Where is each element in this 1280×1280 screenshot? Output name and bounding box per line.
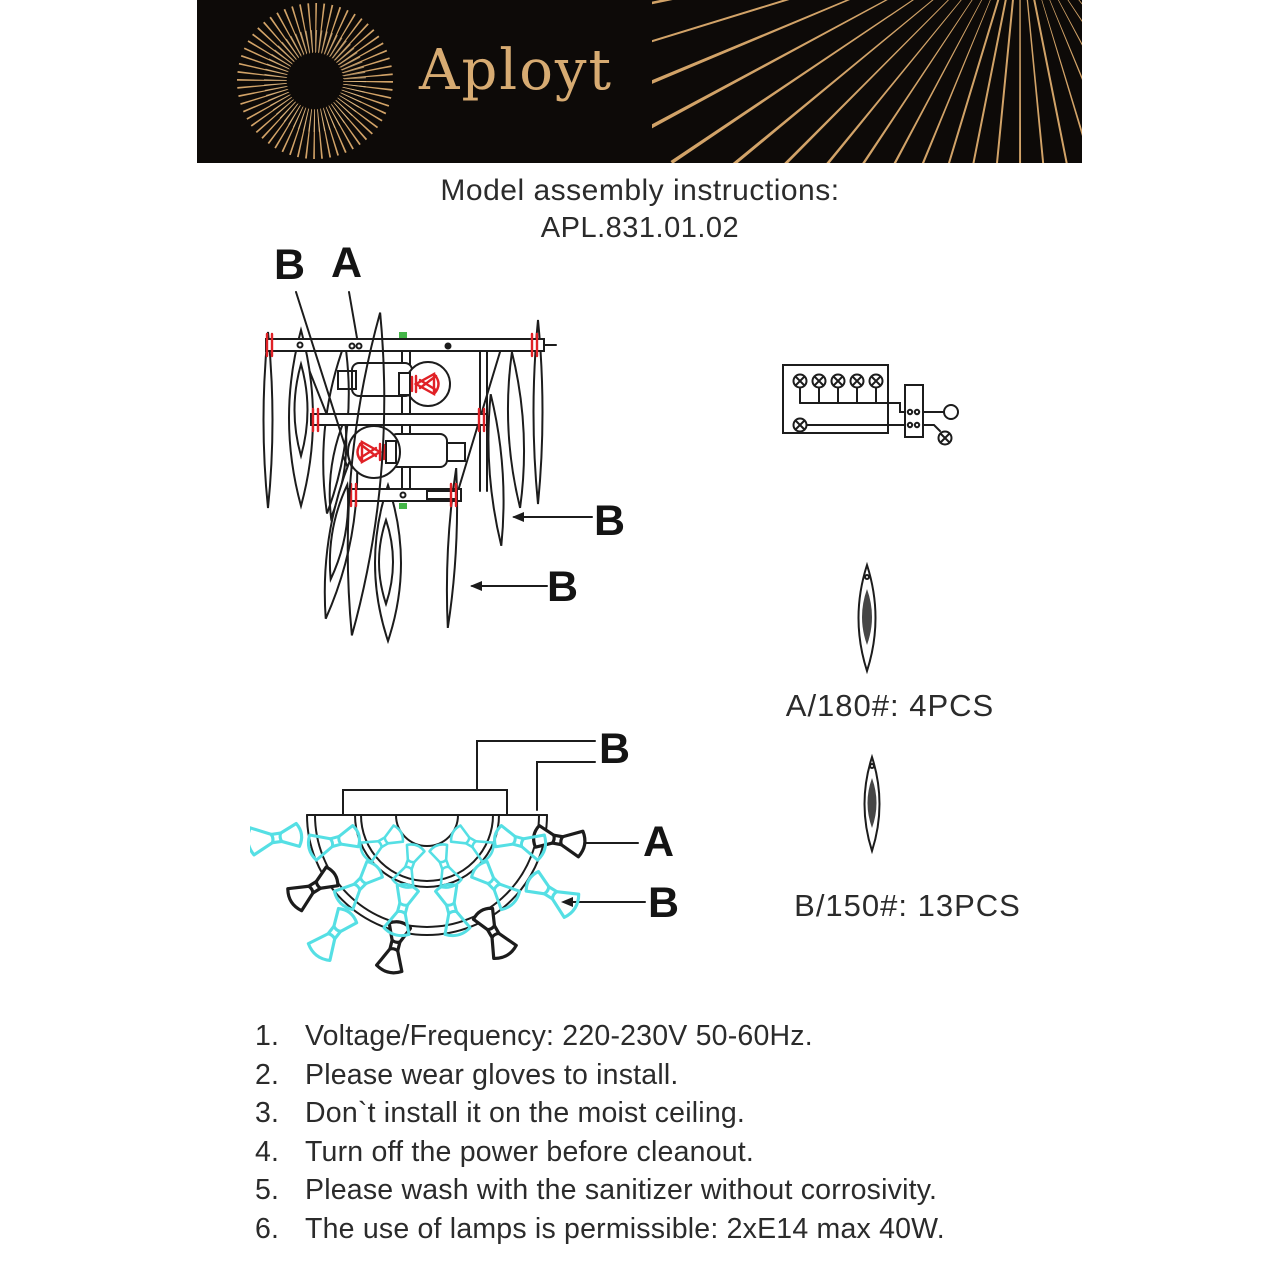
instruction-number: 1. (255, 1020, 280, 1052)
instruction-number: 2. (255, 1058, 280, 1091)
instruction-item (255, 1058, 1085, 1091)
side-label-b-right2: B (547, 563, 579, 611)
side-view-diagram (240, 235, 680, 680)
bottom-label-b-right: B (648, 879, 680, 927)
brand-banner (197, 0, 1082, 163)
instruction-text: Turn off the power before cleanout. (305, 1135, 755, 1168)
instruction-number: 4. (255, 1135, 280, 1168)
instruction-item (255, 1135, 1085, 1168)
instruction-number: 5. (255, 1174, 280, 1206)
side-label-a-top: A (331, 239, 363, 287)
page-title: Model assembly instructions: (440, 174, 840, 207)
sunburst-logo-icon (197, 0, 417, 163)
bottom-label-b-top: B (599, 725, 631, 773)
part-b-crystal (840, 745, 910, 860)
instruction-number: 6. (255, 1212, 280, 1245)
instruction-number: 3. (255, 1097, 280, 1129)
wiring-diagram (770, 350, 970, 460)
part-a-label: A/180#: 4PCS (785, 688, 995, 723)
instruction-text: Please wear gloves to install. (305, 1058, 679, 1091)
instruction-text: Voltage/Frequency: 220-230V 50-60Hz. (305, 1020, 813, 1052)
bottom-view-diagram (250, 715, 710, 1025)
terminal-block (905, 385, 958, 445)
side-label-b-top: B (274, 241, 306, 289)
instruction-item (255, 1099, 1085, 1127)
canopy-and-rings (307, 790, 547, 935)
model-number: APL.831.01.02 (540, 212, 740, 244)
instruction-item (255, 1022, 1085, 1050)
part-b-label: B/150#: 13PCS (794, 888, 1021, 923)
brand-name: Aployt (419, 38, 614, 103)
part-a-crystal (835, 555, 905, 685)
bottom-label-a-right: A (643, 818, 675, 866)
rays-decoration-icon (652, 0, 1082, 163)
side-label-b-right1: B (594, 497, 626, 545)
instruction-text: The use of lamps is permissible: 2xE14 max 40W. (305, 1212, 945, 1245)
instruction-item (255, 1212, 1085, 1245)
instructions-list (255, 1022, 1085, 1253)
instruction-text: Please wash with the sanitizer without corrosivity. (305, 1174, 938, 1206)
instruction-item (255, 1176, 1085, 1204)
instruction-text: Don`t install it on the moist ceiling. (305, 1097, 746, 1129)
